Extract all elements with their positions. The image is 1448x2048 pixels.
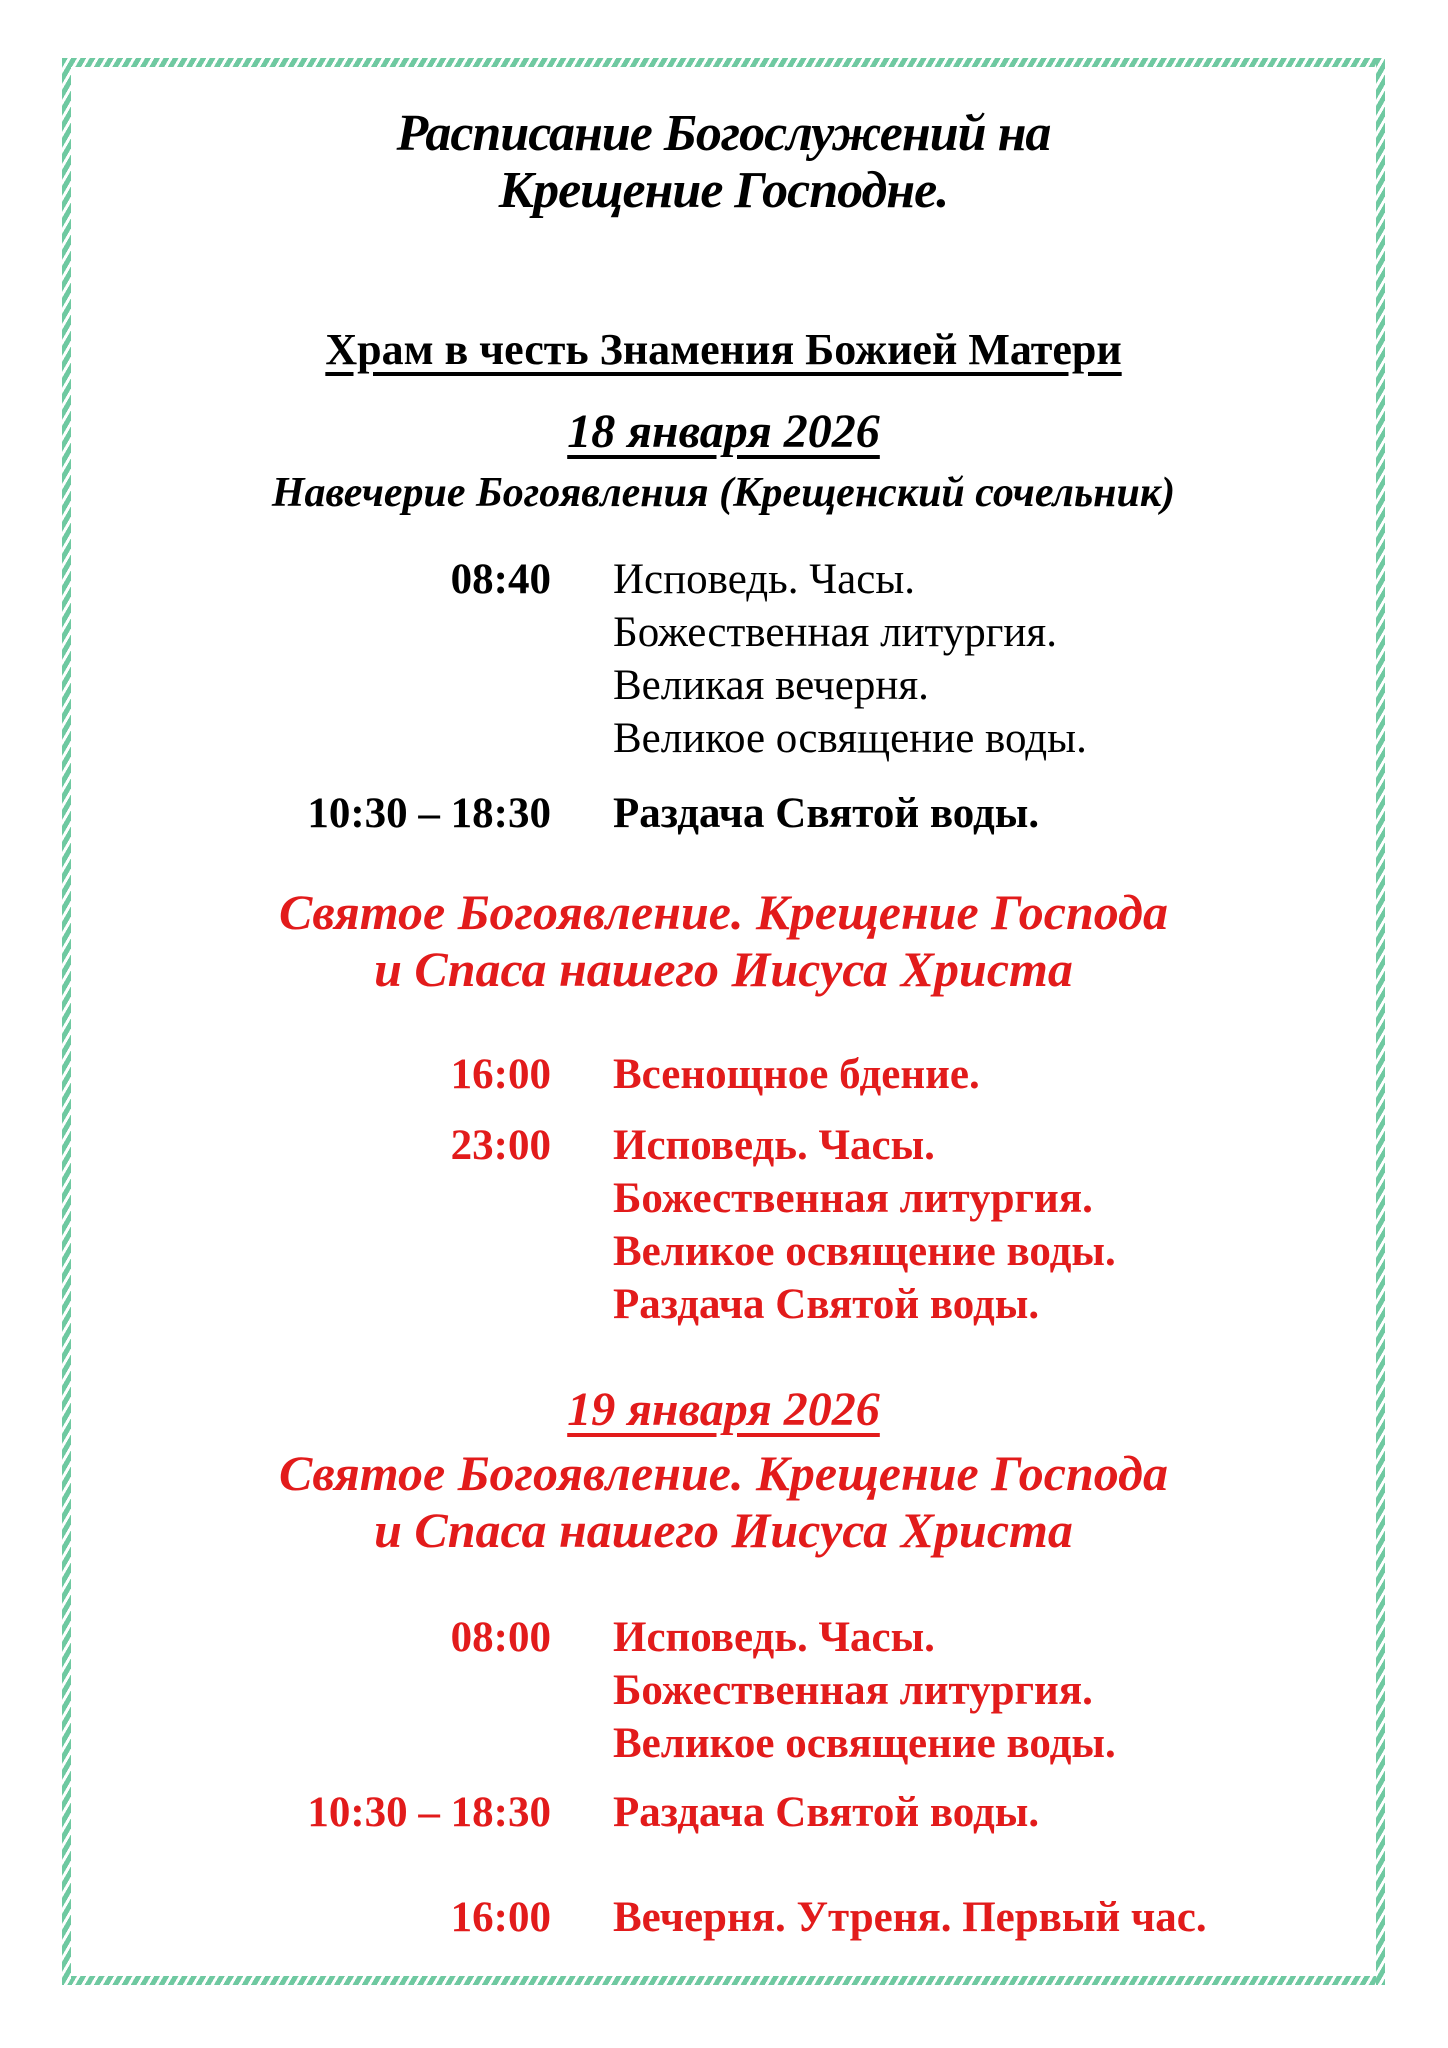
service-line: Великое освящение воды.	[613, 1228, 1116, 1275]
day2-date-text: 19 января 2026	[567, 1383, 880, 1436]
feast-heading-day2	[71, 1445, 1376, 1559]
border-left-edge	[62, 58, 71, 1985]
service-time: 10:30 – 18:30	[307, 790, 551, 837]
service-line: Божественная литургия.	[613, 1175, 1093, 1222]
service-line: Всенощное бдение.	[613, 1051, 980, 1098]
service-description	[613, 1611, 1116, 1770]
border-bottom-edge	[62, 1976, 1385, 1985]
church-name-text: Храм в честь Знамения Божией Матери	[325, 325, 1122, 374]
service-line: Исповедь. Часы.	[613, 556, 915, 603]
church-name-heading	[71, 325, 1376, 375]
service-time: 16:00	[450, 1051, 551, 1098]
service-line: Раздача Святой воды.	[613, 1789, 1040, 1836]
schedule-row-1030-1830	[71, 787, 1376, 840]
service-time: 08:00	[450, 1614, 551, 1661]
page-title	[71, 105, 1376, 219]
schedule-row-0840	[71, 553, 1376, 765]
service-line: Великое освящение воды.	[613, 1720, 1116, 1767]
service-description	[613, 787, 1039, 840]
border-right-edge	[1376, 58, 1385, 1985]
service-time: 10:30 – 18:30	[307, 1789, 551, 1836]
service-line: Великая вечерня.	[613, 662, 929, 709]
service-line: Раздача Святой воды.	[613, 790, 1040, 837]
day1-date-heading	[71, 405, 1376, 459]
schedule-row-0800	[71, 1611, 1376, 1770]
service-line: Исповедь. Часы.	[613, 1614, 935, 1661]
page-title-line-2: Крещение Господне.	[498, 162, 949, 219]
day2-date-heading	[71, 1383, 1376, 1437]
service-description	[613, 1048, 980, 1101]
service-line: Раздача Святой воды.	[613, 1281, 1040, 1328]
service-description	[613, 1786, 1039, 1839]
schedule-row-1600-vigil	[71, 1048, 1376, 1101]
day1-subtitle: Навечерие Богоявления (Крещенский сочельник)	[271, 470, 1176, 516]
service-line: Божественная литургия.	[613, 609, 1057, 656]
page-title-line-1: Расписание Богослужений на	[396, 105, 1051, 162]
service-line: Великое освящение воды.	[613, 715, 1087, 762]
document-content	[71, 67, 1376, 1944]
schedule-row-1030-1830-day2	[71, 1786, 1376, 1839]
feast-heading-line-2: и Спаса нашего Иисуса Христа	[374, 941, 1073, 997]
schedule-row-1600-vespers	[71, 1891, 1376, 1944]
service-time: 08:40	[450, 556, 551, 603]
service-description	[613, 553, 1087, 765]
service-line: Божественная литургия.	[613, 1667, 1093, 1714]
service-time: 23:00	[450, 1122, 551, 1169]
feast-heading-day1	[71, 884, 1376, 998]
day1-date-text: 18 января 2026	[567, 405, 880, 458]
service-line: Вечерня. Утреня. Первый час.	[613, 1894, 1207, 1941]
service-time: 16:00	[450, 1894, 551, 1941]
service-line: Исповедь. Часы.	[613, 1122, 935, 1169]
border-top-edge	[62, 58, 1385, 67]
feast-heading-line-1: Святое Богоявление. Крещение Господа	[279, 884, 1168, 940]
schedule-row-2300	[71, 1119, 1376, 1331]
feast-heading-line-1: Святое Богоявление. Крещение Господа	[279, 1445, 1168, 1501]
service-description	[613, 1119, 1116, 1331]
feast-heading-line-2: и Спаса нашего Иисуса Христа	[374, 1502, 1073, 1558]
service-description	[613, 1891, 1207, 1944]
